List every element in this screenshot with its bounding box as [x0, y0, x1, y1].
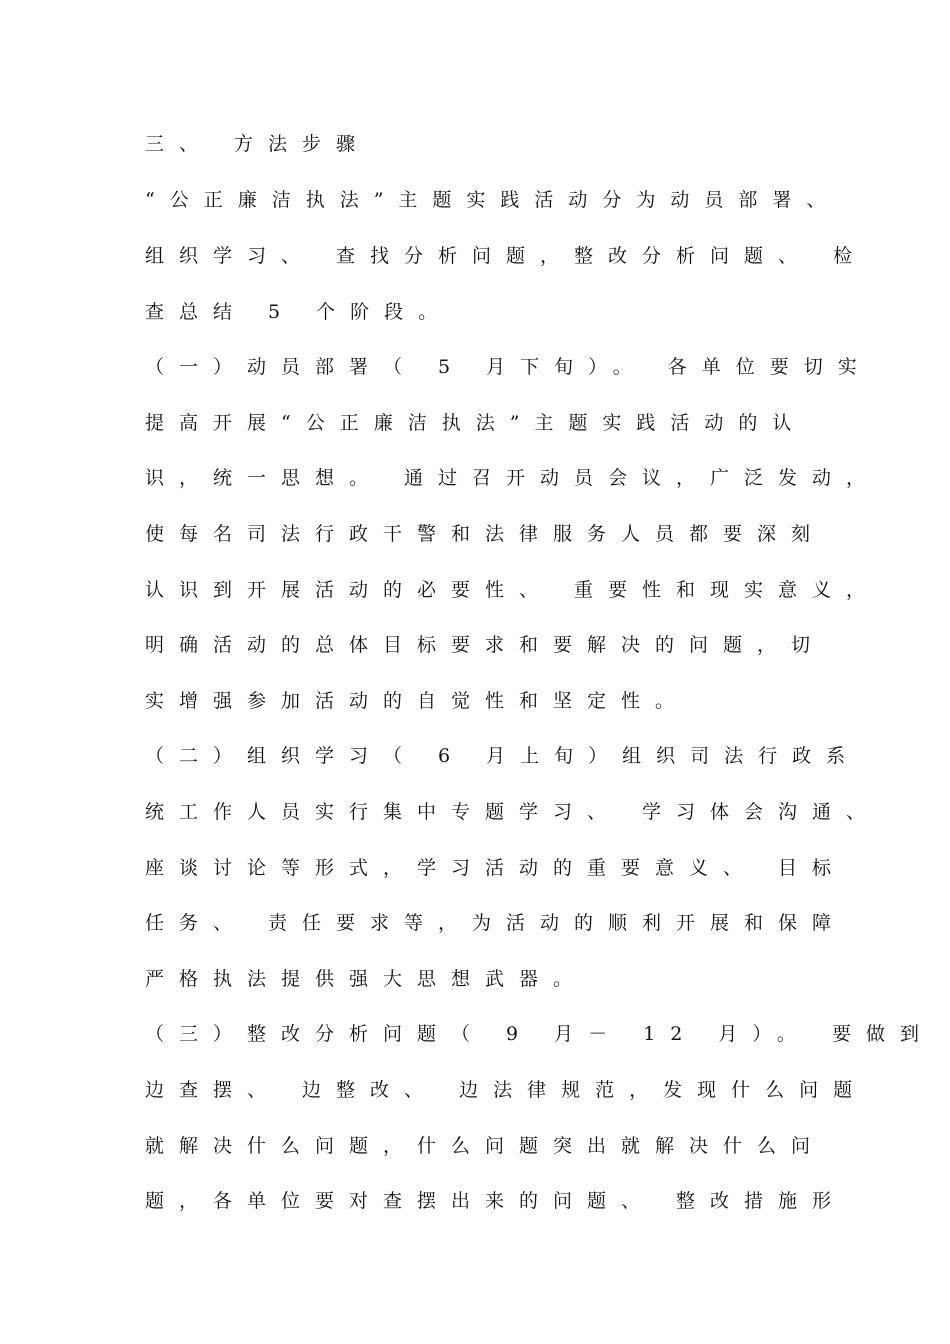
text-line: 明确活动的总体目标要求和要解决的问题，切 — [145, 634, 826, 656]
text-line: 认识到开展活动的必要性、 重要性和现实意义， — [145, 579, 881, 601]
text-line: 查总结 5 个阶段。 — [145, 301, 453, 323]
text-line: 使每名司法行政干警和法律服务人员都要深刻 — [145, 523, 826, 545]
section-heading: 三、 方法步骤 — [145, 133, 371, 155]
text-line: 提高开展“公正廉洁执法”主题实践活动的认 — [145, 412, 807, 434]
text-line: 任务、 责任要求等，为活动的顺利开展和保障 — [145, 912, 847, 934]
text-line: 边查摆、 边整改、 边法律规范，发现什么问题 — [145, 1079, 868, 1101]
text-line: 统工作人员实行集中专题学习、 学习体会沟通、 — [145, 801, 881, 823]
text-line: （三）整改分析问题（ 9 月－ 12 月）。 要做到 — [145, 1023, 934, 1045]
text-line: 就解决什么问题，什么问题突出就解决什么问 — [145, 1135, 826, 1157]
text-line: 题，各单位要对查摆出来的问题、 整改措施形 — [145, 1190, 847, 1212]
text-line: 识，统一思想。 通过召开动员会议，广泛发动， — [145, 467, 881, 489]
text-line: 组织学习、 查找分析问题，整改分析问题、 检 — [145, 245, 868, 267]
text-line: （一）动员部署（ 5 月下旬）。 各单位要切实 — [145, 356, 872, 378]
text-line: 实增强参加活动的自觉性和坚定性。 — [145, 690, 690, 712]
text-line: “公正廉洁执法”主题实践活动分为动员部署、 — [145, 189, 841, 211]
text-line: （二）组织学习（ 6 月上旬）组织司法行政系 — [145, 745, 861, 767]
text-line: 座谈讨论等形式，学习活动的重要意义、 目标 — [145, 857, 847, 879]
text-line: 严格执法提供强大思想武器。 — [145, 968, 588, 990]
